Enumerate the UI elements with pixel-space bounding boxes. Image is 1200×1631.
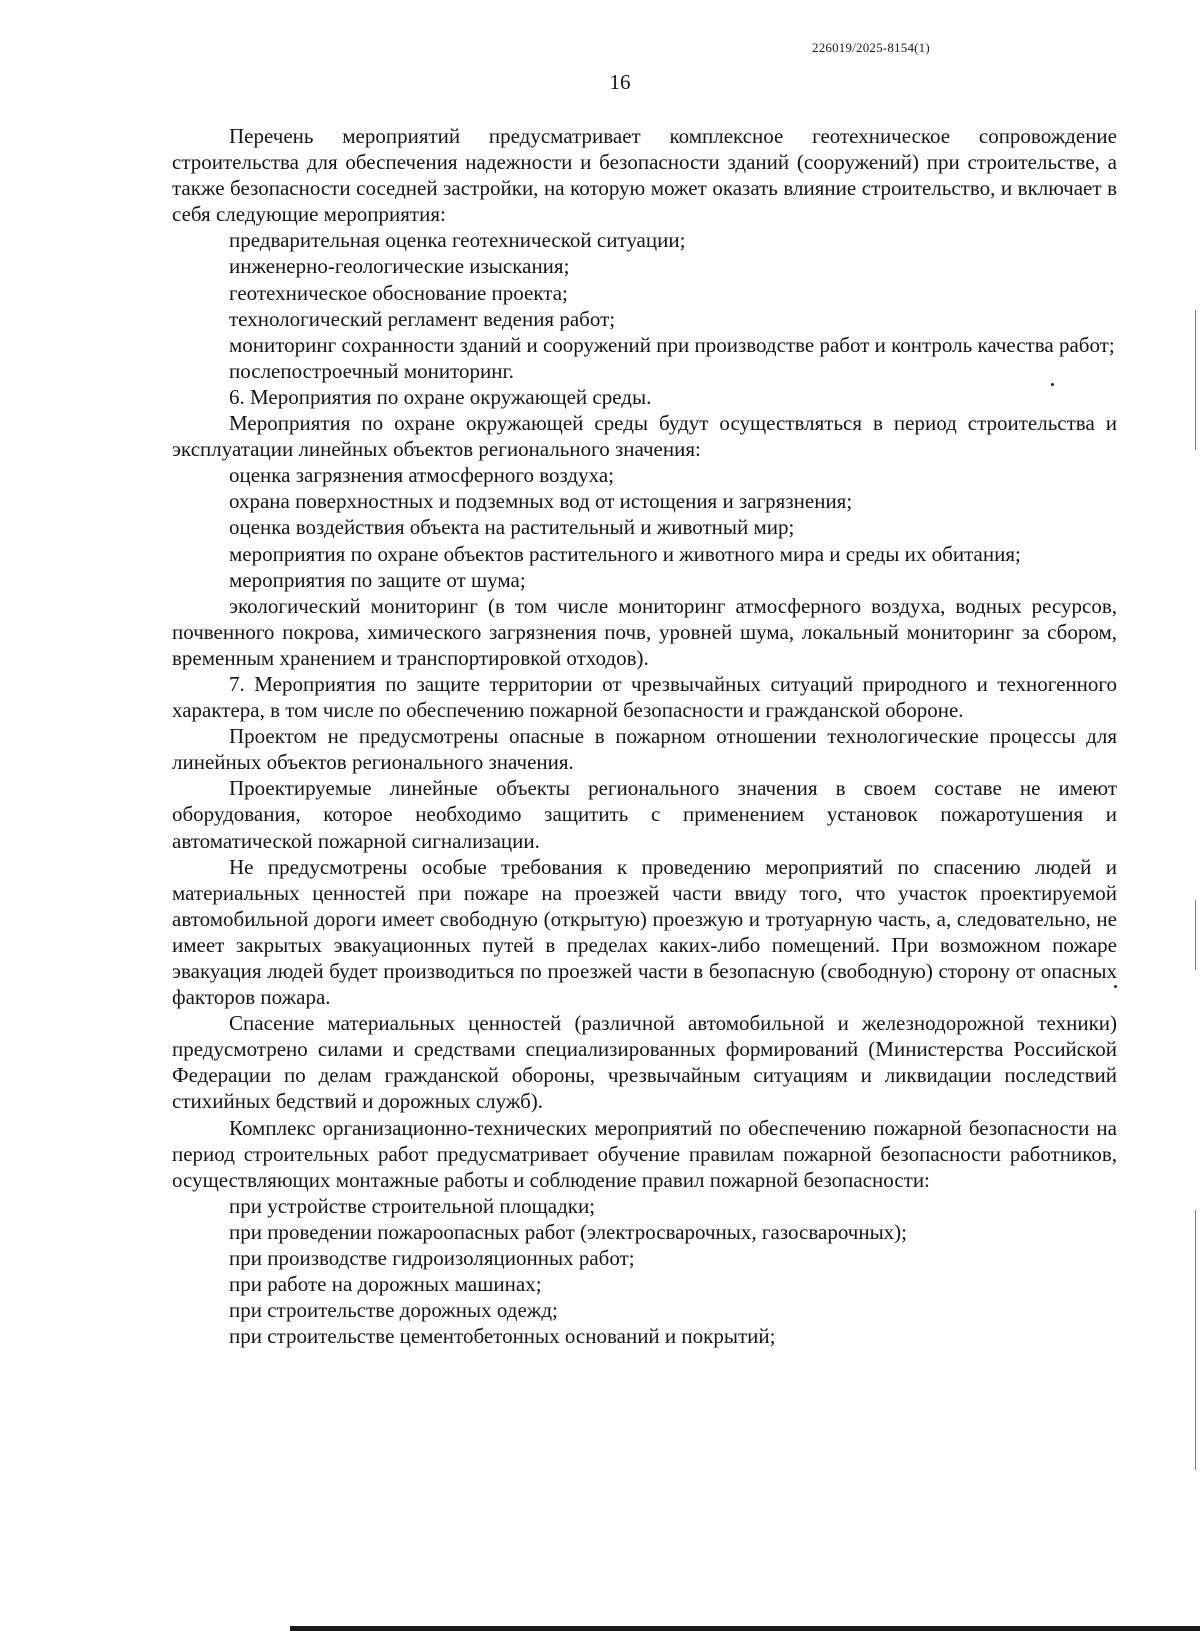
scan-edge-mark [1195,900,1196,970]
scan-bottom-edge [290,1626,1200,1631]
list-item: геотехническое обоснование проекта; [229,280,568,305]
list-item: предварительная оценка геотехнической ситуации; [229,228,686,253]
paragraph: экологический мониторинг (в том числе мониторинг атмосферного воздуха, водных ресурсов, почвенного покрова, химического загрязнения почв, уровней шума, локальный мониторинг за сбором, временным хранением и транспортировкой отходов). [172,593,1117,670]
paragraph: Проектируемые линейные объекты регионального значения в своем составе не имеют оборудования, которое необходимо защитить с применением установок пожаротушения и автоматической пожарной сигнализации. [172,776,1117,853]
list-item: при устройстве строительной площадки; [229,1193,596,1218]
scan-speck [1114,985,1117,988]
list-item: инженерно-геологические изыскания; [229,254,570,279]
list-item: оценка загрязнения атмосферного воздуха; [229,463,614,488]
document-registration-number: 226019/2025-8154(1) [812,40,930,55]
paragraph: Перечень мероприятий предусматривает комплексное геотехническое сопровождение строительства для обеспечения надежности и безопасности зданий (сооружений) при строительстве, а также безопасности соседней застройки, на которую может оказать влияние строительство, и включает в себя следующие мероприятия: [172,124,1117,227]
list-item: при производстве гидроизоляционных работ; [229,1246,635,1271]
list-item: мероприятия по защите от шума; [229,567,526,592]
paragraph: 7. Мероприятия по защите территории от чрезвычайных ситуаций природного и техногенного характера, в том числе по обеспечению пожарной безопасности и гражданской обороне. [172,671,1117,723]
list-item: при строительстве цементобетонных оснований и покрытий; [229,1324,776,1349]
scan-speck [1051,383,1054,386]
scan-edge-mark [1195,1210,1196,1470]
paragraph: Спасение материальных ценностей (различной автомобильной и железнодорожной техники) предусмотрено силами и средствами специализированных формирований (Министерства Российской Федерации по делам гражданской обороны, чрезвычайным ситуациям и ликвидации последствий стихийных бедствий и дорожных служб). [172,1011,1117,1114]
paragraph: Комплекс организационно-технических мероприятий по обеспечению пожарной безопасности на период строительных работ предусматривает обучение правилам пожарной безопасности работников, осуществляющих монтажные работы и соблюдение правил пожарной безопасности: [172,1115,1117,1192]
page-number: 16 [609,70,631,94]
list-item: при строительстве дорожных одежд; [229,1298,558,1323]
document-body [172,123,1117,1349]
list-item: при работе на дорожных машинах; [229,1272,542,1297]
scan-edge-mark [1195,310,1196,450]
paragraph: Мероприятия по охране окружающей среды будут осуществляться в период строительства и эксплуатации линейных объектов регионального значения: [172,411,1117,462]
list-item: оценка воздействия объекта на растительный и животный мир; [229,515,795,540]
paragraph: мероприятия по охране объектов растительного и животного мира и среды их обитания; [229,541,1021,566]
paragraph: мониторинг сохранности зданий и сооружений при производстве работ и контроль качества работ; [229,332,1115,357]
paragraph: Не предусмотрены особые требования к проведению мероприятий по спасению людей и материальных ценностей при пожаре на проезжей части ввиду того, что участок проектируемой автомобильной дороги имеет свободную (открытую) проезжую и тротуарную часть, а, следовательно, не имеет закрытых эвакуационных путей в пределах каких-либо помещений. При возможном пожаре эвакуация людей будет производиться по проезжей части в безопасную (свободную) сторону от опасных факторов пожара. [172,854,1117,1010]
list-item: охрана поверхностных и подземных вод от истощения и загрязнения; [229,489,853,514]
paragraph: Проектом не предусмотрены опасные в пожарном отношении технологические процессы для линейных объектов регионального значения. [172,724,1117,775]
list-item: технологический регламент ведения работ; [229,306,616,331]
list-item: 6. Мероприятия по охране окружающей среды. [229,384,652,409]
list-item: при проведении пожароопасных работ (электросварочных, газосварочных); [229,1219,908,1244]
list-item: послепостроечный мониторинг. [229,358,514,383]
